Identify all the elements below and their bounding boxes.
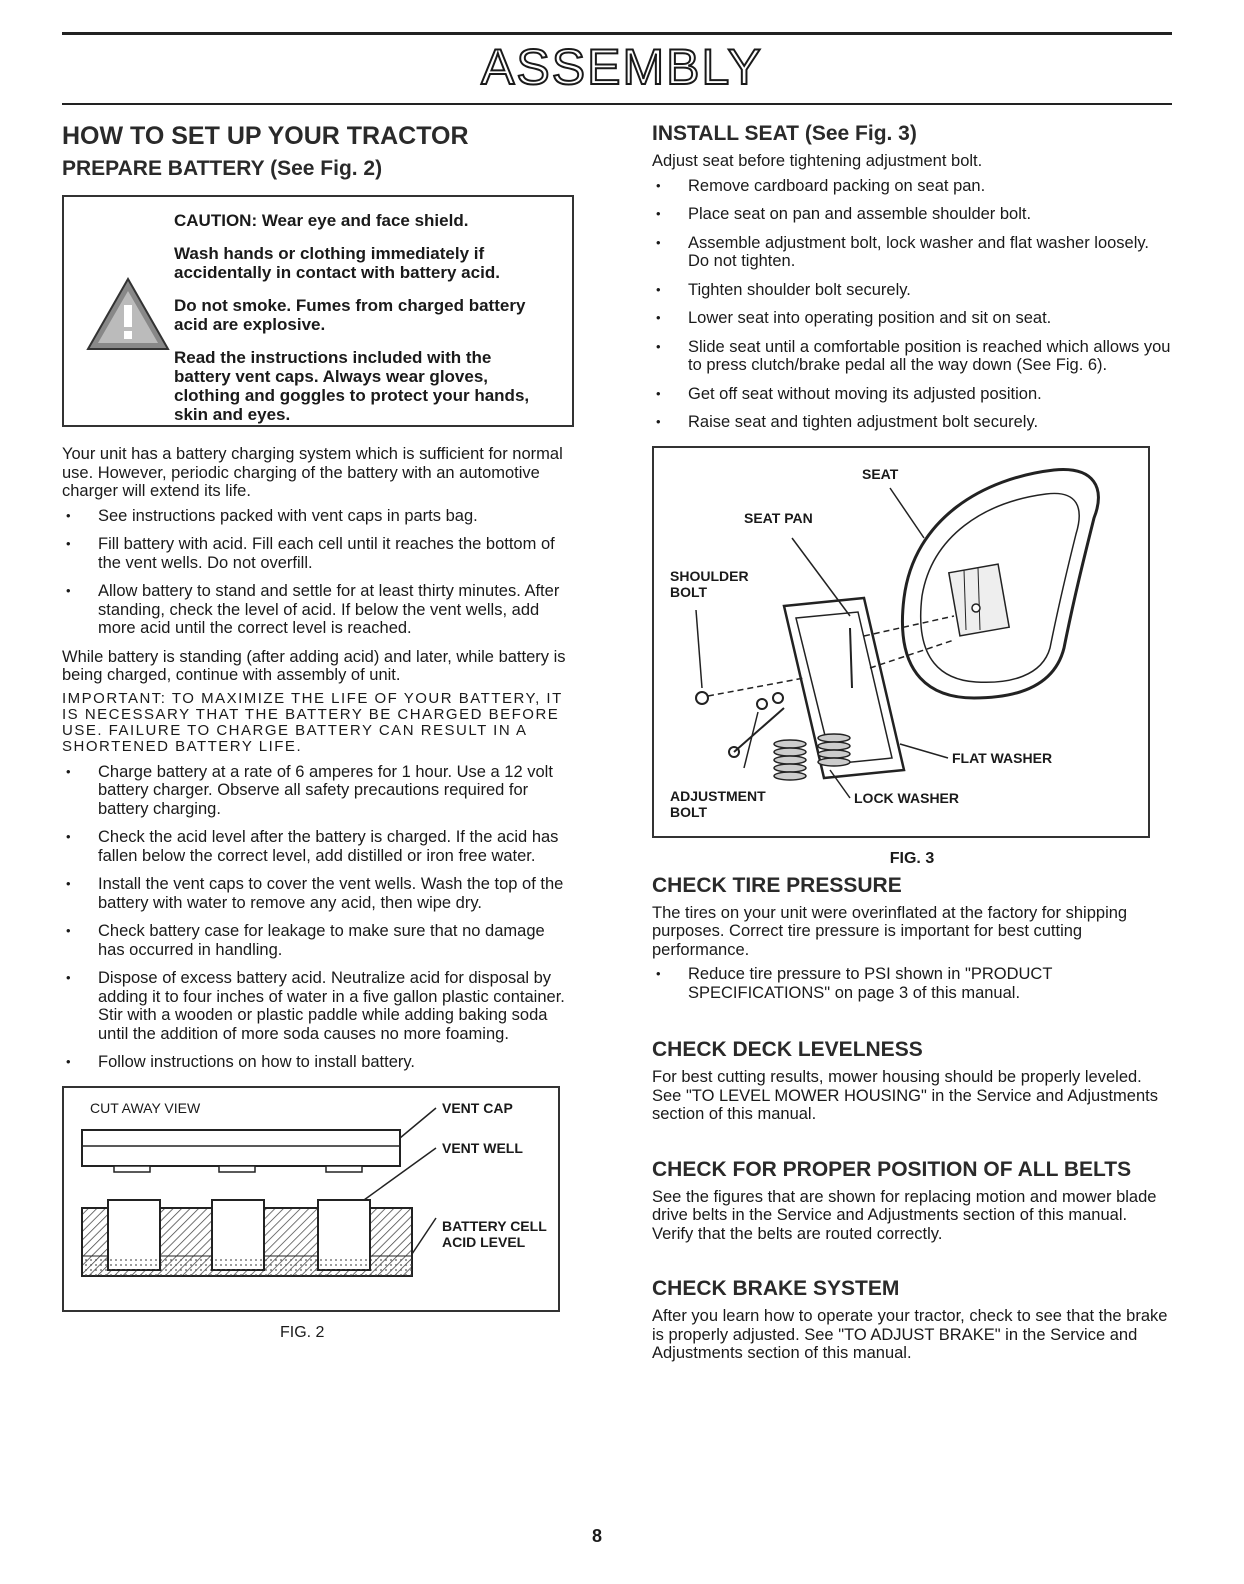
battery-diagram [64,1088,558,1310]
caution-line-3: Do not smoke. Fumes from charged battery acid are explosive. [174,296,526,334]
battery-standing-note: While battery is standing (after adding acid) and later, while battery is being charged, continue with assembly of unit. [62,647,566,684]
prepare-battery-heading: PREPARE BATTERY (See Fig. 2) [62,157,383,180]
section-heading-setup: HOW TO SET UP YOUR TRACTOR [62,122,469,150]
install-seat-intro: Adjust seat before tightening adjustment bolt. [652,152,983,170]
deck-levelness-section [652,1038,1172,1124]
tire-pressure-heading: CHECK TIRE PRESSURE [652,873,902,897]
belts-section [652,1158,1172,1244]
brake-section [652,1277,1172,1363]
list-item: • Tighten shoulder bolt securely. [652,281,1172,300]
tire-pressure-text: The tires on your unit were overinflated at the factory for shipping purposes. Correct tire pressure is important for best cutting performance. [652,903,1128,959]
deck-levelness-heading: CHECK DECK LEVELNESS [652,1038,923,1061]
caution-line-1: CAUTION: Wear eye and face shield. [174,211,469,230]
list-item: • Check battery case for leakage to make sure that no damage has occurred in handling. [62,922,574,959]
label-seat: SEAT [862,465,899,482]
title-rule [62,103,1172,105]
list-item: • Lower seat into operating position and sit on seat. [652,309,1172,328]
list-item: • Check the acid level after the battery is charged. If the acid has fallen below the correct level, add distilled or iron free water. [62,828,574,865]
figure-2-battery [62,1086,560,1312]
tire-pressure-section [652,874,1172,1003]
brake-text: After you learn how to operate your tractor, check to see that the brake is properly adjusted. See "TO ADJUST BRAKE" in the Service and Adjustments section of this manual. [652,1307,1168,1362]
list-item: • Raise seat and tighten adjustment bolt securely. [652,413,1172,432]
list-item: • Charge battery at a rate of 6 amperes for 1 hour. Use a 12 volt battery charger. Observe all safety precautions required for battery charging. [62,763,574,819]
label-vent-cap: VENT CAP [442,1099,513,1116]
right-column [652,118,1172,1389]
list-item: • Get off seat without moving its adjusted position. [652,385,1172,404]
seat-diagram [654,448,1148,836]
list-item: • See instructions packed with vent caps in parts bag. [62,507,574,526]
figure-3-caption: FIG. 3 [889,849,935,867]
install-seat-steps [652,177,1172,432]
list-item: • Allow battery to stand and settle for at least thirty minutes. After standing, check the level of acid. If below the vent wells, add more acid until the correct level is reached. [62,582,574,638]
list-item: • Fill battery with acid. Fill each cell until it reaches the bottom of the vent wells. Do not overfill. [62,535,574,572]
left-column [62,118,574,1360]
list-item: • Dispose of excess battery acid. Neutralize acid for disposal by adding it to four inches of water in a five gallon plastic container. Stir with a wooden or plastic paddle while adding baking soda until the addition of more soda causes no more foaming. [62,969,574,1043]
battery-intro: Your unit has a battery charging system which is sufficient for normal use. However, periodic charging of the battery with an automotive charger will extend its life. [62,445,563,500]
page-number: 8 [592,1526,603,1546]
tire-pressure-steps [652,965,1172,1002]
list-item: • Assemble adjustment bolt, lock washer and flat washer loosely. Do not tighten. [652,234,1172,271]
list-item: • Place seat on pan and assemble shoulder bolt. [652,205,1172,224]
battery-steps-2 [62,763,574,1072]
list-item: • Follow instructions on how to install battery. [62,1053,574,1072]
label-shoulder-bolt: SHOULDER BOLT [670,567,749,600]
page-title: ASSEMBLY [481,39,763,95]
caution-line-2: Wash hands or clothing immediately if accidentally in contact with battery acid. [174,244,500,282]
label-vent-well: VENT WELL [442,1139,523,1156]
brake-heading: CHECK BRAKE SYSTEM [652,1277,900,1300]
list-item: • Slide seat until a comfortable position is reached which allows you to press clutch/brake pedal all the way down (See Fig. 6). [652,338,1172,375]
list-item: • Remove cardboard packing on seat pan. [652,177,1172,196]
label-seat-pan: SEAT PAN [744,509,813,526]
deck-levelness-text: For best cutting results, mower housing should be properly leveled. See "TO LEVEL MOWER HOUSING" in the Service and Adjustments section of this manual. [652,1068,1158,1123]
list-item: • Reduce tire pressure to PSI shown in "PRODUCT SPECIFICATIONS" on page 3 of this manual. [652,965,1172,1002]
belts-text: See the figures that are shown for replacing motion and mower blade drive belts in the Service and Adjustments section of this manual. Verify that the belts are routed correctly. [652,1187,1157,1243]
label-lock-washer: LOCK WASHER [854,789,959,806]
caution-line-4: Read the instructions included with the battery vent caps. Always wear gloves, clothing and goggles to protect your hands, skin and eyes. [174,348,530,424]
label-cut-away-view: CUT AWAY VIEW [90,1099,201,1116]
caution-box [62,195,574,427]
figure-3-seat [652,446,1150,838]
important-note: IMPORTANT: TO MAXIMIZE THE LIFE OF YOUR BATTERY, IT IS NECESSARY THAT THE BATTERY BE CHARGED BEFORE USE. FAILURE TO CHARGE BATTERY CAN RESULT IN A SHORTENED BATTERY LIFE. [62,689,563,755]
label-adjustment-bolt: ADJUSTMENT BOLT [670,787,766,820]
install-seat-heading: INSTALL SEAT (See Fig. 3) [652,122,917,145]
label-flat-washer: FLAT WASHER [952,749,1053,766]
figure-2-caption: FIG. 2 [280,1323,325,1341]
battery-steps-1 [62,507,574,638]
top-rule [62,32,1172,35]
label-battery-acid-level: BATTERY CELL ACID LEVEL [442,1217,547,1250]
list-item: • Install the vent caps to cover the vent wells. Wash the top of the battery with water to remove any acid, then wipe dry. [62,875,574,912]
warning-triangle-icon [86,277,170,351]
belts-heading: CHECK FOR PROPER POSITION OF ALL BELTS [652,1157,1132,1181]
